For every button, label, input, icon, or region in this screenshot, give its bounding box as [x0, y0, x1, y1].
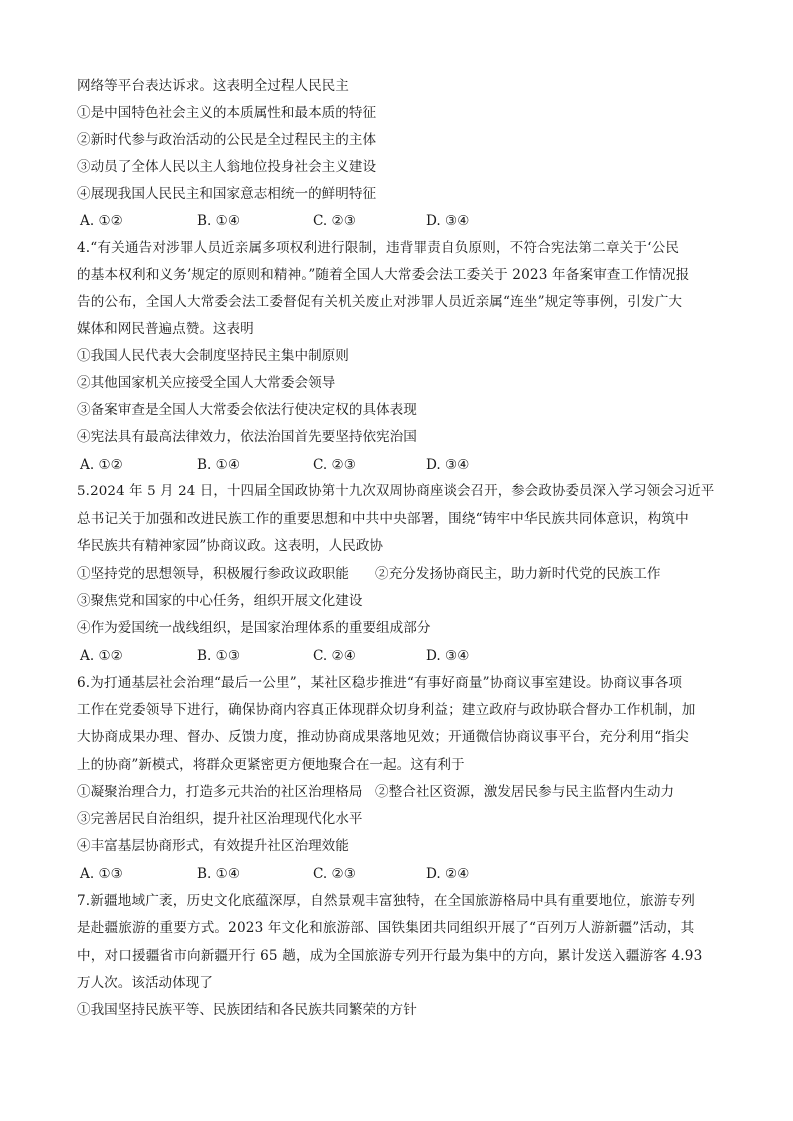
q5-item-4: ④作为爱国统一战线组织，是国家治理体系的重要组成部分: [77, 620, 431, 636]
q3-option-c: C. ②③: [313, 213, 356, 229]
q3-item-4: ④展现我国人民民主和国家意志相统一的鲜明特征: [77, 186, 377, 202]
q7-stem-line-4: 万人次。该活动体现了: [77, 975, 213, 991]
q4-stem-line-2: 的基本权利和义务’规定的原则和精神。”随着全国人大常委会法工委关于 2023 年备案审查工作情况报: [77, 267, 690, 283]
q7-item-1: ①我国坚持民族平等、民族团结和各民族共同繁荣的方针: [77, 1002, 417, 1018]
q4-options: [80, 455, 680, 475]
q4-stem-line-1: 4.“有关通告对涉罪人员近亲属多项权利进行限制，违背罪责自负原则，不符合宪法第二章关于‘公民: [77, 240, 680, 256]
q7-stem-line-1: 7.新疆地域广袤，历史文化底蕴深厚，自然景观丰富独特，在全国旅游格局中具有重要地位，旅游专列: [77, 893, 695, 909]
q5-option-b: B. ①③: [197, 648, 241, 664]
q6-item-3: ③完善居民自治组织，提升社区治理现代化水平: [77, 811, 363, 827]
q4-stem-line-4: 媒体和网民普遍点赞。这表明: [77, 321, 254, 337]
q6-stem-line-3: 大协商成果办理、督办、反馈力度，推动协商成果落地见效；开通微信协商议事平台，充分利用“指尖: [77, 729, 689, 745]
q4-stem-line-3: 告的公布，全国人大常委会法工委督促有关机关废止对涉罪人员近亲属“连坐”规定等事例，引发广大: [77, 294, 683, 310]
q5-option-a: A. ①②: [80, 648, 123, 664]
q6-option-b: B. ①④: [197, 866, 241, 882]
q3-item-1: ①是中国特色社会主义的本质属性和最本质的特征: [77, 105, 377, 121]
q4-item-2: ②其他国家机关应接受全国人大常委会领导: [77, 375, 336, 391]
q7-stem-line-3: 中，对口援疆省市向新疆开行 65 趟，成为全国旅游专列开行最为集中的方向，累计发送入疆游客 4.93: [77, 948, 703, 964]
q5-option-d: D. ③④: [426, 648, 470, 664]
q5-item-2: ②充分发扬协商民主，助力新时代党的民族工作: [375, 566, 661, 582]
q4-option-c: C. ②③: [313, 457, 356, 473]
q5-items-row-1: [77, 564, 717, 584]
q3-option-a: A. ①②: [80, 213, 123, 229]
q6-stem-line-1: 6.为打通基层社会治理“最后一公里”，某社区稳步推进“有事好商量”协商议事室建设。协商议事各项: [77, 675, 683, 691]
q5-stem-line-1: 5.2024 年 5 月 24 日，十四届全国政协第十九次双周协商座谈会召开，参会政协委员深入学习领会习近平: [77, 484, 715, 499]
q6-item-2: ②整合社区资源，激发居民参与民主监督内生动力: [375, 784, 675, 800]
q6-option-c: C. ②③: [313, 866, 356, 882]
q4-option-b: B. ①④: [197, 457, 241, 473]
q5-item-1: ①坚持党的思想领导，积极履行参政议政职能: [77, 566, 349, 582]
q5-options: [80, 646, 680, 666]
q4-option-d: D. ③④: [426, 457, 470, 473]
q6-item-4: ④丰富基层协商形式，有效提升社区治理效能: [77, 838, 349, 854]
q6-options: [80, 864, 680, 884]
q5-option-c: C. ②④: [313, 648, 356, 664]
q6-items-row-1: [77, 782, 717, 802]
q3-stem-tail: 网络等平台表达诉求。这表明全过程人民民主: [77, 78, 349, 94]
q3-options: [80, 211, 680, 231]
q3-item-2: ②新时代参与政治活动的公民是全过程民主的主体: [77, 132, 377, 148]
q4-item-1: ①我国人民代表大会制度坚持民主集中制原则: [77, 348, 349, 364]
q6-stem-line-2: 工作在党委领导下进行，确保协商内容真正体现群众切身利益；建立政府与政协联合督办工作机制，加: [77, 702, 696, 718]
q6-option-a: A. ①③: [80, 866, 123, 882]
q4-option-a: A. ①②: [80, 457, 123, 473]
q3-option-d: D. ③④: [426, 213, 470, 229]
q7-stem-line-2: 是赴疆旅游的重要方式。2023 年文化和旅游部、国铁集团共同组织开展了“百列万人游新疆”活动，其: [77, 920, 695, 936]
q5-stem-line-2: 总书记关于加强和改进民族工作的重要思想和中共中央部署，围绕“铸牢中华民族共同体意识，构筑中: [77, 511, 689, 527]
q6-item-1: ①凝聚治理合力，打造多元共治的社区治理格局: [77, 784, 363, 800]
q4-item-4: ④宪法具有最高法律效力，依法治国首先要坚持依宪治国: [77, 429, 417, 445]
q5-item-3: ③聚焦党和国家的中心任务，组织开展文化建设: [77, 593, 363, 609]
q4-item-3: ③备案审查是全国人大常委会依法行使决定权的具体表现: [77, 402, 417, 418]
q3-item-3: ③动员了全体人民以主人翁地位投身社会主义建设: [77, 159, 377, 175]
q6-stem-line-4: 上的协商”新模式，将群众更紧密更方便地聚合在一起。这有利于: [77, 757, 465, 773]
q3-option-b: B. ①④: [197, 213, 241, 229]
q5-stem-line-3: 华民族共有精神家园”协商议政。这表明，人民政协: [77, 538, 384, 554]
q6-option-d: D. ②④: [426, 866, 470, 882]
